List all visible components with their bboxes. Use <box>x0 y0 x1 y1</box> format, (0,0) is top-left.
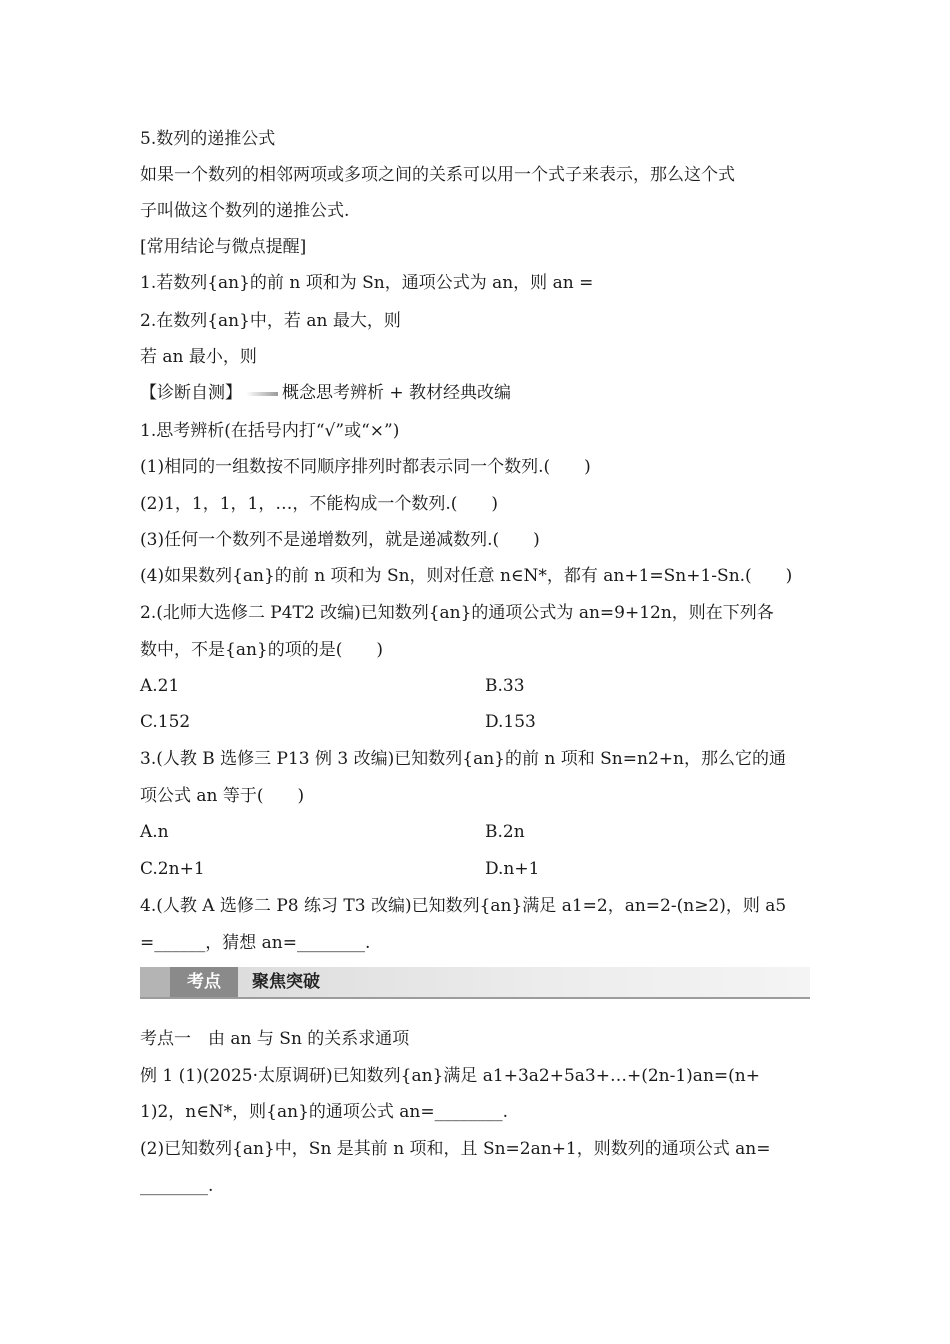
q2-option-c: C.152 <box>140 712 191 732</box>
diagnosis-label: 【诊断自测】 <box>140 383 242 403</box>
q3-options-row1 <box>140 820 812 844</box>
banner-tag: 考点 <box>170 967 238 997</box>
q3-option-d: D.n+1 <box>485 859 540 879</box>
banner-title: 聚焦突破 <box>252 972 320 992</box>
diagnosis-header <box>140 381 812 405</box>
section5-heading: 5.数列的递推公式 <box>140 129 276 149</box>
q4-line2: =______，猜想 an=________. <box>140 933 371 953</box>
conclusions-heading: [常用结论与微点提醒] <box>140 237 307 257</box>
section-banner <box>140 967 810 999</box>
example2-line2: ________. <box>140 1176 214 1196</box>
q2-option-a: A.21 <box>140 676 180 696</box>
q1-statement-2: (2)1，1，1，1，…，不能构成一个数列.( ) <box>140 494 499 514</box>
q2-line1: 2.(北师大选修二 P4T2 改编)已知数列{an}的通项公式为 an=9+12n，则在下列各 <box>140 603 774 623</box>
example1-line1: 例 1 (1)(2025·太原调研)已知数列{an}满足 a1+3a2+5a3+…+(2n-1)an=(n+ <box>140 1066 760 1086</box>
definition-line1: 如果一个数列的相邻两项或多项之间的关系可以用一个式子来表示，那么这个式 <box>140 165 735 185</box>
q3-option-c: C.2n+1 <box>140 859 205 879</box>
example1-line2: 1)2，n∈N*，则{an}的通项公式 an=________. <box>140 1102 509 1122</box>
example2-line1: (2)已知数列{an}中，Sn 是其前 n 项和，且 Sn=2an+1，则数列的通项公式 an= <box>140 1139 771 1159</box>
q2-line2: 数中，不是{an}的项的是( ) <box>140 640 383 660</box>
q3-line1: 3.(人教 B 选修三 P13 例 3 改编)已知数列{an}的前 n 项和 Sn=n2+n，那么它的通 <box>140 749 786 769</box>
q4-line1: 4.(人教 A 选修二 P8 练习 T3 改编)已知数列{an}满足 a1=2，an=2-(n≥2)，则 a5 <box>140 896 787 916</box>
q1-statement-4: (4)如果数列{an}的前 n 项和为 Sn，则对任意 n∈N*，都有 an+1=Sn+1-Sn.( ) <box>140 566 793 586</box>
q1-statement-1: (1)相同的一组数按不同顺序排列时都表示同一个数列.( ) <box>140 457 591 477</box>
q2-option-b: B.33 <box>485 676 525 696</box>
banner-accent <box>140 967 170 997</box>
q1-statement-3: (3)任何一个数列不是递增数列，就是递减数列.( ) <box>140 530 540 550</box>
definition-line2: 子叫做这个数列的递推公式. <box>140 201 350 221</box>
q2-option-d: D.153 <box>485 712 536 732</box>
topic1-heading: 考点一 由 an 与 Sn 的关系求通项 <box>140 1029 410 1049</box>
q2-options-row1 <box>140 674 812 698</box>
q3-option-b: B.2n <box>485 822 525 842</box>
conclusion-item2: 2.在数列{an}中，若 an 最大，则 <box>140 311 401 331</box>
q3-option-a: A.n <box>140 822 169 842</box>
diagnosis-subtitle: 概念思考辨析 + 教材经典改编 <box>282 383 512 403</box>
conclusion-item2b: 若 an 最小，则 <box>140 347 257 367</box>
arrow-icon <box>246 392 278 396</box>
q3-line2: 项公式 an 等于( ) <box>140 786 305 806</box>
conclusion-item1: 1.若数列{an}的前 n 项和为 Sn，通项公式为 an，则 an = <box>140 273 594 293</box>
q1-stem: 1.思考辨析(在括号内打“√”或“×”) <box>140 421 400 441</box>
q3-options-row2 <box>140 857 812 881</box>
q2-options-row2 <box>140 710 812 734</box>
